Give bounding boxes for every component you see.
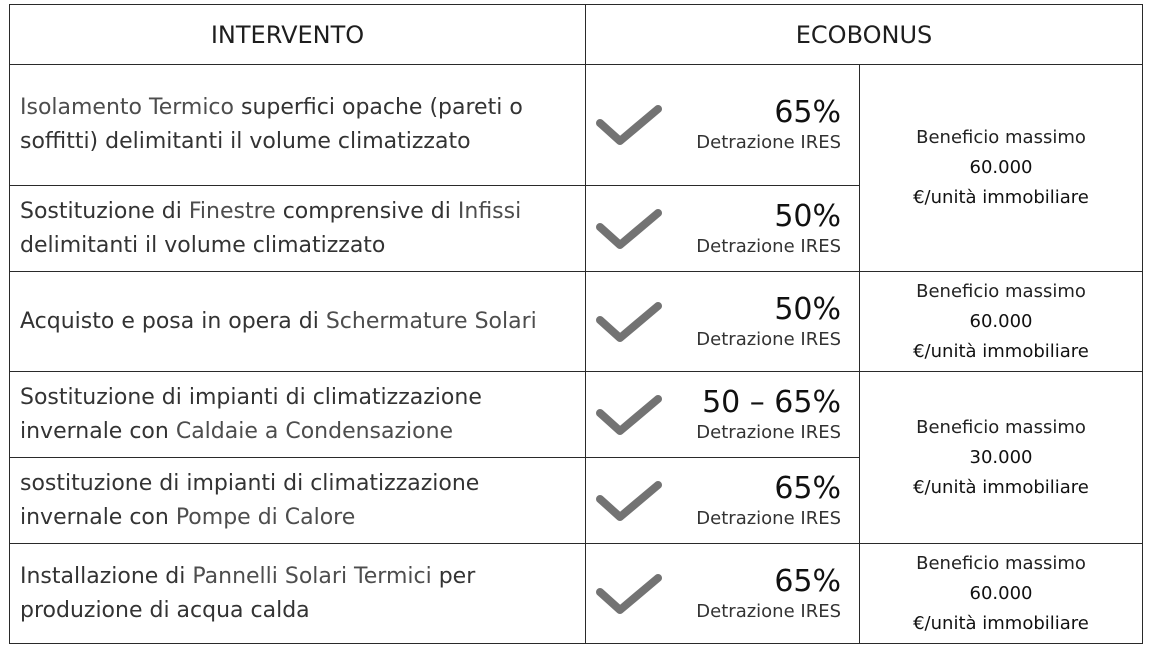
benefit-label: Beneficio massimo bbox=[916, 416, 1086, 438]
ecobonus-table bbox=[9, 4, 1143, 644]
percentage: 50 – 65% bbox=[702, 384, 841, 420]
checkmark-icon bbox=[596, 395, 662, 435]
checkmark-icon bbox=[596, 209, 662, 249]
benefit-amount: 60.000 bbox=[969, 310, 1033, 332]
highlight-text: Finestre bbox=[188, 198, 276, 224]
detrazione-cell bbox=[586, 544, 860, 644]
description-text: per produzione di acqua calda bbox=[20, 563, 476, 623]
description-text: delimitanti il volume climatizzato bbox=[20, 232, 386, 258]
intervento-description bbox=[10, 65, 586, 186]
checkmark-icon bbox=[596, 481, 662, 521]
benefit-cell bbox=[860, 372, 1143, 544]
description-text: Installazione di bbox=[20, 563, 193, 589]
percentage: 65% bbox=[774, 470, 841, 506]
detrazione-label: Detrazione IRES bbox=[696, 132, 841, 153]
percentage: 50% bbox=[774, 291, 841, 327]
detrazione-cell bbox=[586, 186, 860, 272]
description-text: sostituzione di impianti di climatizzazione invernale con bbox=[20, 470, 480, 530]
intervento-description bbox=[10, 186, 586, 272]
table-row bbox=[10, 65, 1143, 186]
highlight-text: Pompe di Calore bbox=[175, 504, 356, 530]
intervento-description bbox=[10, 544, 586, 644]
benefit-cell bbox=[860, 272, 1143, 372]
benefit-amount: 60.000 bbox=[969, 157, 1033, 178]
benefit-unit: €/unità immobiliare bbox=[913, 612, 1089, 634]
highlight-text: Pannelli Solari Termici bbox=[192, 563, 432, 589]
benefit-unit: €/unità immobiliare bbox=[913, 187, 1089, 208]
header-intervento: INTERVENTO bbox=[10, 5, 586, 65]
detrazione-label: Detrazione IRES bbox=[696, 328, 841, 350]
benefit-label: Beneficio massimo bbox=[916, 552, 1086, 574]
percentage: 65% bbox=[774, 95, 841, 130]
detrazione-cell bbox=[586, 272, 860, 372]
detrazione-cell bbox=[586, 65, 860, 186]
percentage: 65% bbox=[774, 563, 841, 599]
table-row bbox=[10, 544, 1143, 644]
benefit-unit: €/unità immobiliare bbox=[913, 340, 1089, 362]
highlight-text: Caldaie a Condensazione bbox=[175, 418, 454, 444]
header-ecobonus: ECOBONUS bbox=[586, 5, 1143, 65]
header-row bbox=[10, 5, 1143, 65]
description-text: Sostituzione di bbox=[20, 198, 189, 224]
detrazione-cell bbox=[586, 458, 860, 544]
detrazione-label: Detrazione IRES bbox=[696, 235, 841, 257]
checkmark-icon bbox=[596, 302, 662, 342]
detrazione-label: Detrazione IRES bbox=[696, 421, 841, 443]
detrazione-label: Detrazione IRES bbox=[696, 507, 841, 529]
description-text: Acquisto e posa in opera di bbox=[20, 308, 326, 334]
benefit-label: Beneficio massimo bbox=[916, 280, 1086, 302]
benefit-amount: 30.000 bbox=[969, 446, 1033, 468]
description-text: Sostituzione di impianti di climatizzazione invernale con bbox=[20, 384, 482, 444]
benefit-unit: €/unità immobiliare bbox=[913, 476, 1089, 498]
table-row bbox=[10, 372, 1143, 458]
description-text: comprensive di bbox=[275, 198, 458, 224]
table-row bbox=[10, 272, 1143, 372]
benefit-cell bbox=[860, 65, 1143, 272]
detrazione-label: Detrazione IRES bbox=[696, 600, 841, 622]
intervento-description bbox=[10, 372, 586, 458]
highlight-text: Isolamento Termico bbox=[20, 95, 234, 120]
percentage: 50% bbox=[774, 198, 841, 234]
benefit-amount: 60.000 bbox=[969, 582, 1033, 604]
highlight-text: Schermature Solari bbox=[325, 308, 537, 334]
highlight-text: Infissi bbox=[457, 198, 522, 224]
checkmark-icon bbox=[596, 574, 662, 614]
checkmark-icon bbox=[596, 105, 662, 145]
intervento-description bbox=[10, 458, 586, 544]
description-text: superfici opache (pareti o soffitti) delimitanti il volume climatizzato bbox=[20, 95, 523, 154]
detrazione-cell bbox=[586, 372, 860, 458]
benefit-cell bbox=[860, 544, 1143, 644]
intervento-description bbox=[10, 272, 586, 372]
benefit-label: Beneficio massimo bbox=[916, 127, 1086, 148]
